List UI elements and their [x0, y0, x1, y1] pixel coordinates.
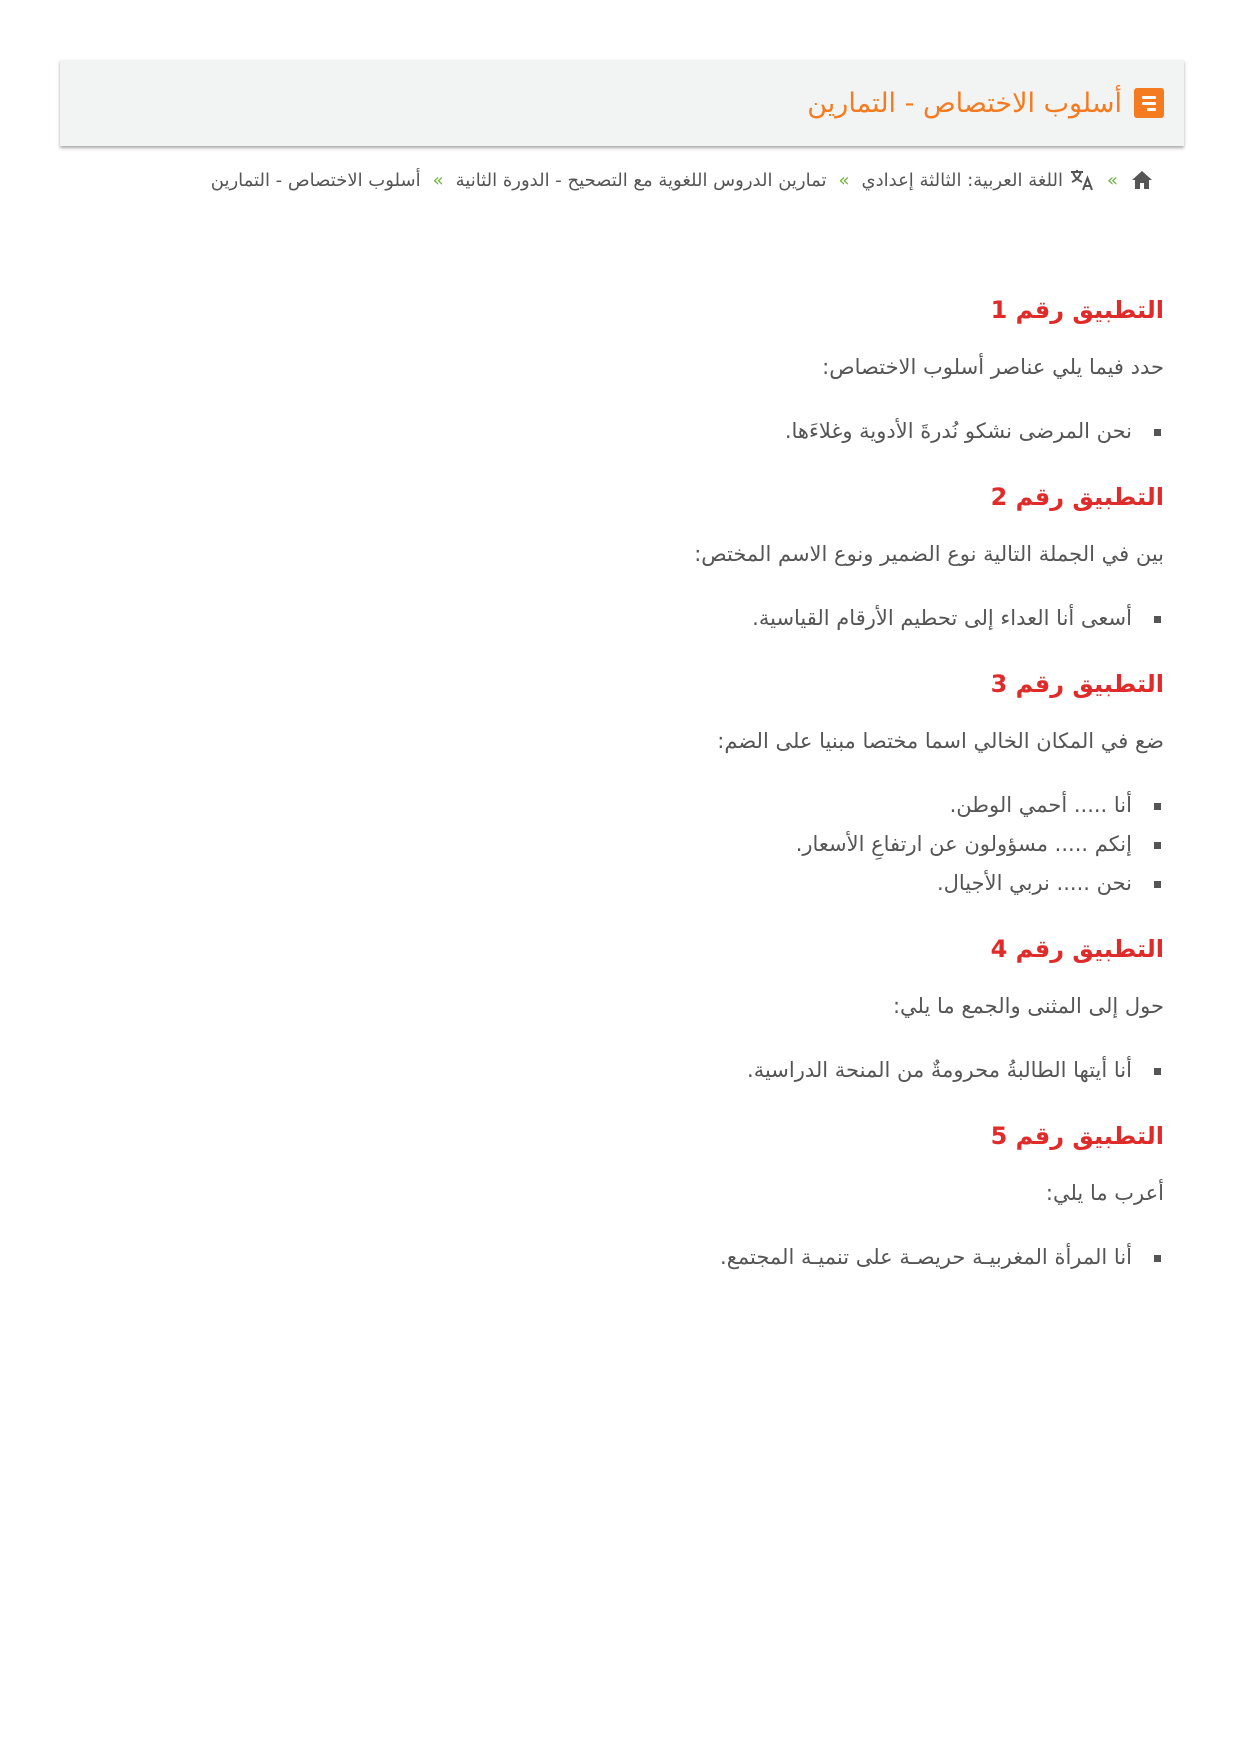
exercise-instruction: حدد فيما يلي عناصر أسلوب الاختصاص:	[822, 355, 1164, 379]
list-item: أنا أيتها الطالبةُ محرومةٌ من المنحة الدراسية.	[114, 1051, 1164, 1090]
exercise-items	[114, 412, 1164, 451]
exercise-2	[114, 477, 1164, 638]
exercise-instruction: بين في الجملة التالية نوع الضمير ونوع الاسم المختص:	[694, 542, 1164, 566]
bullet-icon	[1154, 1068, 1161, 1075]
exercise-items	[114, 1238, 1164, 1277]
exercise-4	[114, 929, 1164, 1090]
list-item: إنكم ..... مسؤولون عن ارتفاعِ الأسعار.	[114, 825, 1164, 864]
list-item: أنا ..... أحمي الوطن.	[114, 786, 1164, 825]
bullet-icon	[1154, 842, 1161, 849]
page-title-bar	[60, 60, 1184, 146]
breadcrumb-item-arabic-3rd-prep[interactable]: اللغة العربية: الثالثة إعدادي	[861, 169, 1063, 191]
breadcrumb-item-exercises[interactable]: تمارين الدروس اللغوية مع التصحيح - الدورة الثانية	[455, 169, 827, 191]
bullet-icon	[1154, 616, 1161, 623]
breadcrumb	[211, 168, 1154, 192]
exercise-instruction: ضع في المكان الخالي اسما مختصا مبنيا على الضم:	[717, 729, 1164, 753]
bullet-icon	[1154, 803, 1161, 810]
breadcrumb-separator: »	[1106, 169, 1118, 191]
exercise-items	[114, 786, 1164, 903]
exercise-title: التطبيق رقم 4	[990, 935, 1164, 963]
bullet-icon	[1154, 429, 1161, 436]
exercise-3	[114, 664, 1164, 903]
list-item: أسعى أنا العداء إلى تحطيم الأرقام القياسية.	[114, 599, 1164, 638]
list-item: أنا المرأة المغربيـة حريصـة على تنميـة المجتمع.	[114, 1238, 1164, 1277]
exercises-content	[114, 290, 1164, 1303]
exercise-instruction: أعرب ما يلي:	[1045, 1181, 1164, 1205]
exercise-title: التطبيق رقم 1	[990, 296, 1164, 324]
breadcrumb-item-current: أسلوب الاختصاص - التمارين	[210, 169, 421, 191]
list-item: نحن المرضى نشكو نُدرةَ الأدوية وغلاءَها.	[114, 412, 1164, 451]
exercise-instruction: حول إلى المثنى والجمع ما يلي:	[892, 994, 1164, 1018]
exercise-title: التطبيق رقم 5	[990, 1122, 1164, 1150]
exercise-5	[114, 1116, 1164, 1277]
document-icon	[1134, 88, 1164, 118]
exercise-items	[114, 1051, 1164, 1090]
breadcrumb-separator: »	[432, 169, 444, 191]
exercise-items	[114, 599, 1164, 638]
home-icon[interactable]	[1130, 169, 1154, 191]
breadcrumb-separator: »	[838, 169, 850, 191]
exercise-1	[114, 290, 1164, 451]
page-title: أسلوب الاختصاص - التمارين	[807, 87, 1122, 119]
exercise-title: التطبيق رقم 3	[990, 670, 1164, 698]
exercise-title: التطبيق رقم 2	[990, 483, 1164, 511]
bullet-icon	[1154, 1255, 1161, 1262]
translate-icon	[1069, 168, 1095, 192]
list-item: نحن ..... نربي الأجيال.	[114, 864, 1164, 903]
bullet-icon	[1154, 881, 1161, 888]
